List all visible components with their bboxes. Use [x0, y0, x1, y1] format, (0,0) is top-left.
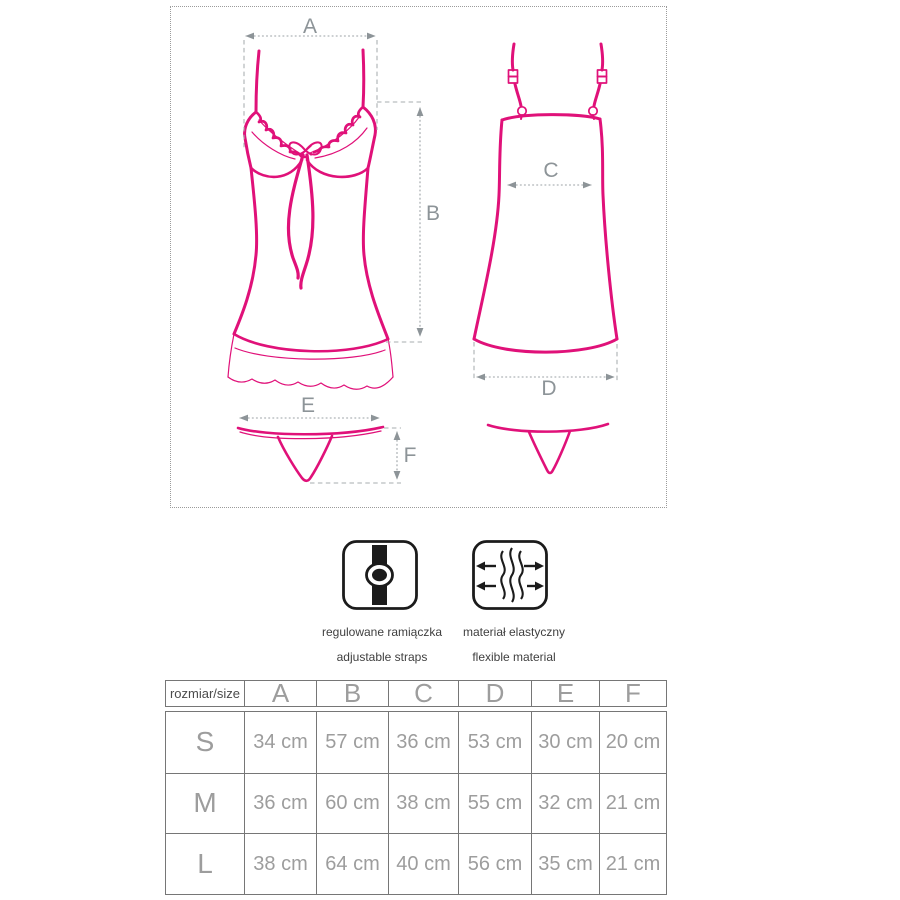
value-l-e: 35 cm: [531, 833, 599, 894]
size-label-s: S: [195, 726, 215, 758]
dim-label-f: F: [403, 444, 417, 467]
corner-header-cell: rozmiar/size: [169, 686, 241, 701]
garment-diagram-svg: [171, 7, 666, 507]
measurement-diagram: [170, 6, 667, 508]
dimension-c: [508, 159, 591, 185]
value-s-a: 34 cm: [244, 712, 316, 773]
value-m-b: 60 cm: [316, 773, 388, 834]
column-header-a: A: [244, 681, 316, 706]
value-m-e: 32 cm: [531, 773, 599, 834]
dim-label-b: B: [425, 202, 441, 225]
value-l-f: 21 cm: [599, 833, 666, 894]
column-header-d: D: [458, 681, 531, 706]
feature2-caption-pl: materiał elastyczny: [462, 625, 566, 639]
value-l-b: 64 cm: [316, 833, 388, 894]
size-label-l: L: [166, 833, 244, 894]
dimension-f: [310, 428, 416, 483]
value-s-c: 36 cm: [388, 712, 458, 773]
chemise-front-drawing: [228, 50, 393, 389]
value-m-a: 36 cm: [244, 773, 316, 834]
dimension-a: [244, 15, 377, 148]
value-s-f: 20 cm: [599, 712, 666, 773]
size-table: [165, 680, 667, 895]
value-s-d: 53 cm: [458, 712, 531, 773]
strap-adjuster-icon: [342, 540, 418, 610]
feature1-caption-en: adjustable straps: [336, 650, 428, 664]
dimension-b: [377, 102, 440, 342]
dim-label-c: C: [543, 159, 559, 182]
thong-front-drawing: [238, 427, 383, 481]
column-header-c: C: [388, 681, 458, 706]
value-m-d: 55 cm: [458, 773, 531, 834]
column-header-e: E: [531, 681, 599, 706]
value-m-f: 21 cm: [599, 773, 666, 834]
value-l-c: 40 cm: [388, 833, 458, 894]
thong-back-drawing: [488, 424, 608, 473]
value-l-d: 56 cm: [458, 833, 531, 894]
chemise-back-drawing: [474, 44, 617, 352]
dim-label-a: A: [302, 15, 318, 38]
size-label-m: M: [166, 773, 244, 834]
feature1-caption-pl: regulowane ramiączka: [321, 625, 443, 639]
dim-label-e: E: [300, 394, 316, 417]
value-s-e: 30 cm: [531, 712, 599, 773]
feature2-caption-en: flexible material: [472, 650, 556, 664]
value-m-c: 38 cm: [388, 773, 458, 834]
dimension-e: [240, 394, 379, 418]
size-table-body: [165, 711, 667, 895]
value-l-a: 38 cm: [244, 833, 316, 894]
dim-label-d: D: [541, 377, 557, 400]
column-header-b: B: [316, 681, 388, 706]
stretch-material-icon: [472, 540, 548, 610]
column-header-f: F: [599, 681, 666, 706]
value-s-b: 57 cm: [316, 712, 388, 773]
size-table-header-row: [165, 680, 667, 707]
